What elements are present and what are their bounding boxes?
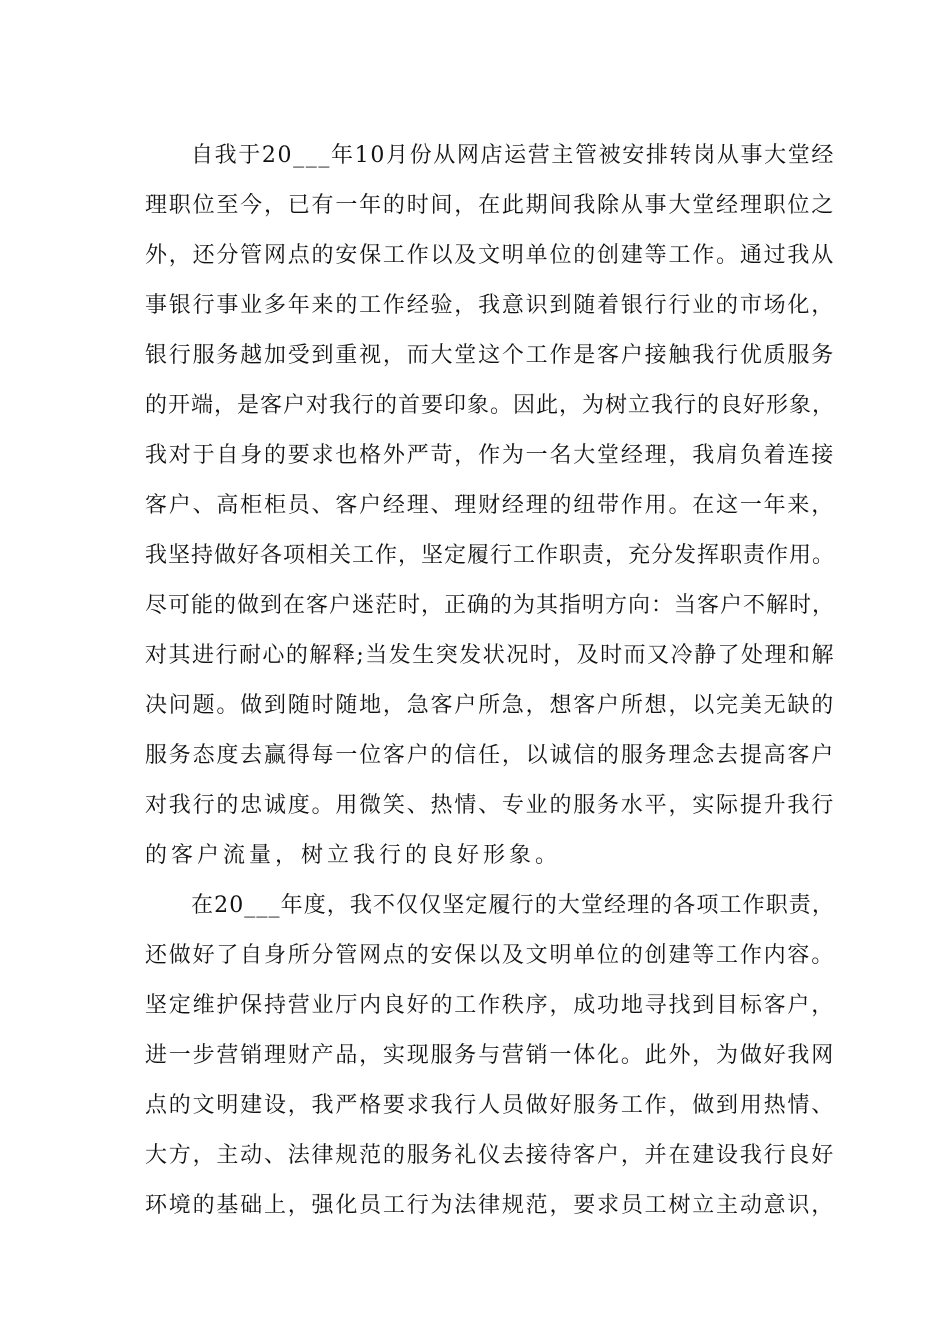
paragraph-1-line-4: 事银行事业多年来的工作经验，我意识到随着银行行业的市场化， [145, 293, 835, 318]
paragraph-1-line-1: 自我于20___年10月份从网店运营主管被安排转岗从事大堂经 [191, 143, 835, 168]
paragraph-2-line-5: 点的文明建设，我严格要求我行人员做好服务工作，做到用热情、 [145, 1093, 835, 1118]
paragraph-1-line-9: 我坚持做好各项相关工作，坚定履行工作职责，充分发挥职责作用。 [145, 543, 835, 568]
paragraph-1-line-14: 对我行的忠诚度。用微笑、热情、专业的服务水平，实际提升我行 [145, 793, 835, 818]
paragraph-1-line-13: 服务态度去赢得每一位客户的信任，以诚信的服务理念去提高客户 [145, 743, 835, 768]
paragraph-1-line-6: 的开端，是客户对我行的首要印象。因此，为树立我行的良好形象， [145, 393, 835, 418]
paragraph-2-line-2: 还做好了自身所分管网点的安保以及文明单位的创建等工作内容。 [145, 943, 835, 968]
paragraph-2-line-4: 进一步营销理财产品，实现服务与营销一体化。此外，为做好我网 [145, 1043, 835, 1068]
paragraph-2-line-1: 在20___年度，我不仅仅坚定履行的大堂经理的各项工作职责， [191, 893, 835, 918]
paragraph-2-line-3: 坚定维护保持营业厅内良好的工作秩序，成功地寻找到目标客户， [145, 993, 835, 1018]
paragraph-1-line-12: 决问题。做到随时随地，急客户所急，想客户所想，以完美无缺的 [145, 693, 835, 718]
paragraph-2-line-6: 大方，主动、法律规范的服务礼仪去接待客户，并在建设我行良好 [145, 1143, 835, 1168]
paragraph-1-line-10: 尽可能的做到在客户迷茫时，正确的为其指明方向：当客户不解时， [145, 593, 835, 618]
paragraph-1-line-15: 的客户流量，树立我行的良好形象。 [145, 843, 562, 868]
body-text [145, 131, 835, 1231]
paragraph-1-line-3: 外，还分管网点的安保工作以及文明单位的创建等工作。通过我从 [145, 243, 835, 268]
paragraph-1-line-2: 理职位至今，已有一年的时间，在此期间我除从事大堂经理职位之 [145, 193, 835, 218]
paragraph-1-line-8: 客户、高柜柜员、客户经理、理财经理的纽带作用。在这一年来， [145, 493, 835, 518]
paragraph-2-line-7: 环境的基础上，强化员工行为法律规范，要求员工树立主动意识， [145, 1193, 835, 1218]
paragraph-1-line-5: 银行服务越加受到重视，而大堂这个工作是客户接触我行优质服务 [145, 343, 835, 368]
paragraph-1-line-11: 对其进行耐心的解释;当发生突发状况时，及时而又冷静了处理和解 [145, 643, 835, 668]
paragraph-1-line-7: 我对于自身的要求也格外严苛，作为一名大堂经理，我肩负着连接 [145, 443, 835, 468]
